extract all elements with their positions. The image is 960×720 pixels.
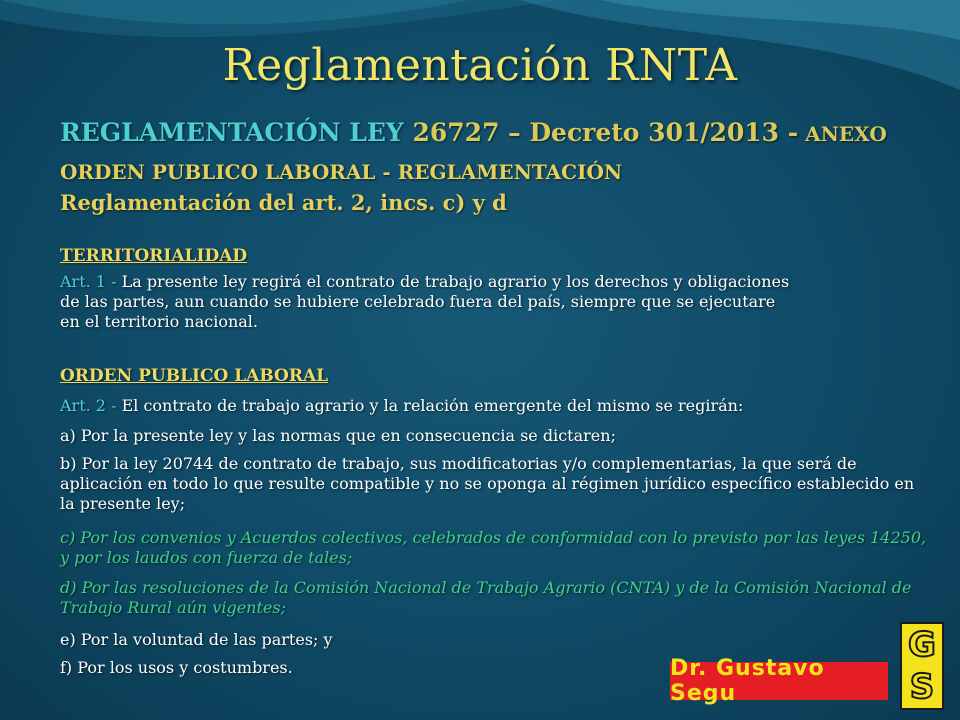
article-1 (60, 272, 930, 332)
article-2-item-d: d) Por las resoluciones de la Comisión Nacional de Trabajo Agrario (CNTA) y de la Comisión Nacional de Trabajo Rural aún vigentes; (60, 578, 912, 617)
law-heading-main: REGLAMENTACIÓN LEY (60, 118, 413, 147)
article-2-item-e: e) Por la voluntad de las partes; y (60, 630, 333, 649)
section-heading-territorialidad: TERRITORIALIDAD (60, 246, 248, 266)
gs-logo (900, 622, 944, 710)
article-1-line-1 (60, 272, 930, 292)
subheading-reglamentacion: Reglamentación del art. 2, incs. c) y d (60, 190, 507, 215)
law-heading-ref: 26727 – Decreto 301/2013 - (412, 118, 799, 147)
slide-title: Reglamentación RNTA (222, 40, 738, 91)
section-heading-orden-publico: ORDEN PUBLICO LABORAL (60, 366, 329, 386)
article-1-line-2: de las partes, aun cuando se hubiere celebrado fuera del país, siempre que se ejecutare (60, 292, 776, 311)
article-2-item-c: c) Por los convenios y Acuerdos colectivos, celebrados de conformidad con lo previsto por las leyes 14250, y por los laudos con fuerza de tales; (60, 528, 927, 567)
article-1-label: Art. 1 - (60, 272, 122, 291)
article-2-item-b: b) Por la ley 20744 de contrato de trabajo, sus modificatorias y/o complementarias, la que será de aplicación en todo lo que resulte compatible y no se oponga al régimen jurídico específico establecido en la presente ley; (60, 454, 915, 513)
author-name-badge: Dr. Gustavo Segu (670, 662, 888, 700)
article-2-label: Art. 2 - (60, 396, 122, 415)
article-2-intro-text: El contrato de trabajo agrario y la relación emergente del mismo se regirán: (121, 396, 744, 415)
article-1-text-1: La presente ley regirá el contrato de trabajo agrario y los derechos y obligaciones (121, 272, 790, 291)
article-2-item-f: f) Por los usos y costumbres. (60, 658, 293, 677)
logo-letter-s: S (909, 667, 935, 707)
logo-letter-g: G (908, 625, 936, 665)
law-reference-heading (60, 118, 887, 147)
article-1-line-3: en el territorio nacional. (60, 312, 258, 331)
article-2-item-a: a) Por la presente ley y las normas que en consecuencia se dictaren; (60, 426, 616, 445)
article-2-intro (60, 396, 930, 416)
law-heading-annex: ANEXO (798, 122, 887, 146)
subheading-orden-publico: ORDEN PUBLICO LABORAL - REGLAMENTACIÓN (60, 160, 623, 184)
